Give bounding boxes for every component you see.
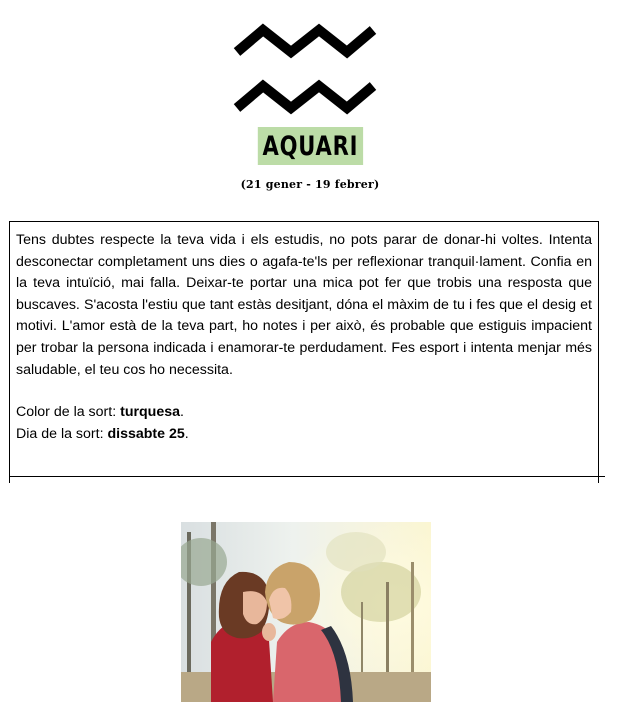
lucky-day-value: dissabte 25 — [107, 425, 185, 442]
sign-title-wrap — [0, 127, 620, 165]
lucky-color-end: . — [180, 404, 184, 421]
lucky-day-line — [16, 424, 592, 446]
sign-dates: (21 gener - 19 febrer) — [240, 178, 380, 191]
lucky-color-label: Color de la sort: — [16, 404, 121, 421]
sign-title: AQUARI — [257, 127, 362, 165]
lucky-day-label: Dia de la sort: — [16, 425, 108, 442]
two-people-kissing-photo — [181, 522, 431, 702]
lucky-color-line — [16, 402, 592, 424]
lucky-day-end: . — [184, 425, 189, 442]
aquarius-symbol-icon — [233, 20, 379, 124]
horoscope-body: Tens dubtes respecte la teva vida i els estudis, no pots parar de donar-hi voltes. Intenta desconectar completament uns dies o agafa-te'ls per reflexionar tranquil·lament. Confia en la teva intuïció, mai falla. Deixar-te portar una mica pot fer que trobis una resposta que buscaves. S'acosta l'estiu que tant estàs desitjant, dóna el màxim de tu i fes que el desig et motivi. L'amor està de la teva part, ho notes i per això, és probable que estiguis impacient per trobar la persona indicada i enamorar-te perdudament. Fes esport i intenta menjar més saludable, el teu cos ho necessita. — [16, 232, 592, 378]
horoscope-box-bottom-rule — [9, 476, 605, 477]
lucky-color-value: turquesa — [120, 404, 181, 421]
horoscope-box — [9, 221, 599, 483]
